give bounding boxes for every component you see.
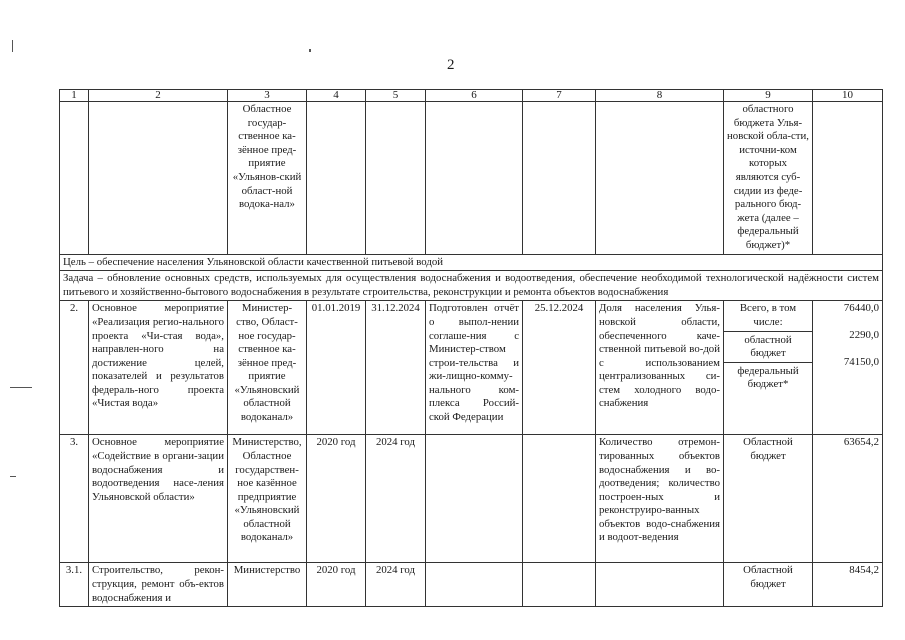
empty-cell: [596, 563, 724, 607]
funding-source-item: областной бюджет: [724, 331, 812, 362]
header-cell: 10: [813, 90, 883, 102]
empty-cell: [813, 102, 883, 255]
empty-cell: [307, 102, 366, 255]
executor-cell: Министерство, Областное государствен-ное казённое предприятие «Ульяновский областной водоканал»: [228, 435, 307, 563]
executor-cell: Министер-ство, Област-ное государ-ственное ка-зённое пред-приятие «Ульяновский областной водоканал»: [228, 301, 307, 435]
header-cell: 9: [724, 90, 813, 102]
header-cell: 4: [307, 90, 366, 102]
empty-cell: [366, 102, 426, 255]
end-date: 2024 год: [366, 435, 426, 563]
funding-amount: 74150,0: [843, 355, 879, 368]
scan-mark: [10, 387, 32, 388]
scan-mark: [12, 40, 13, 52]
table-row: [60, 102, 883, 255]
program-table: [59, 89, 883, 607]
row-number: 3.: [60, 435, 89, 563]
empty-cell: [426, 435, 523, 563]
empty-cell: [596, 102, 724, 255]
event-cell: Подготовлен отчёт о выпол-нении соглаше-ния с Министер-ством строи-тельства и жи-лищно-комму-нального ком-плекса Россий-ской Федерации: [426, 301, 523, 435]
table-row: [60, 563, 883, 607]
start-date: 2020 год: [307, 435, 366, 563]
funding-source-cell: [724, 301, 813, 435]
row-number: 2.: [60, 301, 89, 435]
goal-row: [60, 254, 883, 271]
header-row: [60, 90, 883, 102]
empty-cell: [60, 102, 89, 255]
empty-cell: [523, 435, 596, 563]
header-cell: 8: [596, 90, 724, 102]
indicator-cell: Количество отремон-тированных объектов водоснабжения и во-доотведения; количество построен-ных и реконструиро-ванных объектов водо-снабжения и водоот-ведения: [596, 435, 724, 563]
row-number: 3.1.: [60, 563, 89, 607]
executor-cell: Областное государ-ственное ка-зённое пред-приятие «Ульянов-ский област-ной водока-нал»: [228, 102, 307, 255]
empty-cell: [426, 102, 523, 255]
funding-source-item: федеральный бюджет*: [724, 362, 812, 393]
indicator-cell: Доля населения Улья-новской области, обеспеченного каче-ственной питьевой во-дой с использованием централизованных си-стем холодного водо-снабжения: [596, 301, 724, 435]
task-row: [60, 271, 883, 301]
header-cell: 7: [523, 90, 596, 102]
funding-source-item: Всего, в том числе:: [739, 302, 797, 328]
activity-name: Основное мероприятие «Содействие в органи-зации водоснабжения и водоотведения насе-ления Ульяновской области»: [89, 435, 228, 563]
activity-name: Строительство, рекон-струкция, ремонт объ-ектов водоснабжения и: [89, 563, 228, 607]
header-cell: 6: [426, 90, 523, 102]
funding-source-cell: Областной бюджет: [724, 435, 813, 563]
funding-amount: 8454,2: [813, 563, 883, 607]
scan-mark: [10, 476, 16, 477]
header-cell: 2: [89, 90, 228, 102]
event-date: 25.12.2024: [523, 301, 596, 435]
end-date: 2024 год: [366, 563, 426, 607]
activity-name: Основное мероприятие «Реализация регио-нального проекта «Чи-стая вода», направлен-ного на достижение целей, показателей и результатов федераль-ного проекта «Чистая вода»: [89, 301, 228, 435]
empty-cell: [89, 102, 228, 255]
table-row: [60, 435, 883, 563]
funding-amount: 2290,0: [849, 328, 879, 341]
header-cell: 3: [228, 90, 307, 102]
funding-amount: 63654,2: [813, 435, 883, 563]
header-cell: 1: [60, 90, 89, 102]
empty-cell: [523, 563, 596, 607]
goal-text: Цель – обеспечение населения Ульяновской области качественной питьевой водой: [60, 254, 883, 271]
empty-cell: [523, 102, 596, 255]
end-date: 31.12.2024: [366, 301, 426, 435]
scan-mark: [309, 49, 311, 52]
start-date: 01.01.2019: [307, 301, 366, 435]
table-row: [60, 301, 883, 435]
executor-cell: Министерство: [228, 563, 307, 607]
start-date: 2020 год: [307, 563, 366, 607]
funding-amount-cell: [813, 301, 883, 435]
page-number: 2: [447, 57, 455, 73]
task-text: Задача – обновление основных средств, используемых для осуществления водоснабжения и водоотведения, обеспечение необходимой технологической надёжности систем питьевого и хозяйственно-бытового водоснабжения в результате строительства, реконструкции и ремонта объектов водоснабжения: [60, 271, 883, 301]
funding-source-cell: Областной бюджет: [724, 563, 813, 607]
empty-cell: [426, 563, 523, 607]
header-cell: 5: [366, 90, 426, 102]
funding-source-cell: областного бюджета Улья-новской обла-сти, источни-ком которых являются суб-сидии из феде-рального бюд-жета (далее – федеральный бюджет)*: [724, 102, 813, 255]
funding-amount: 76440,0: [843, 302, 879, 315]
